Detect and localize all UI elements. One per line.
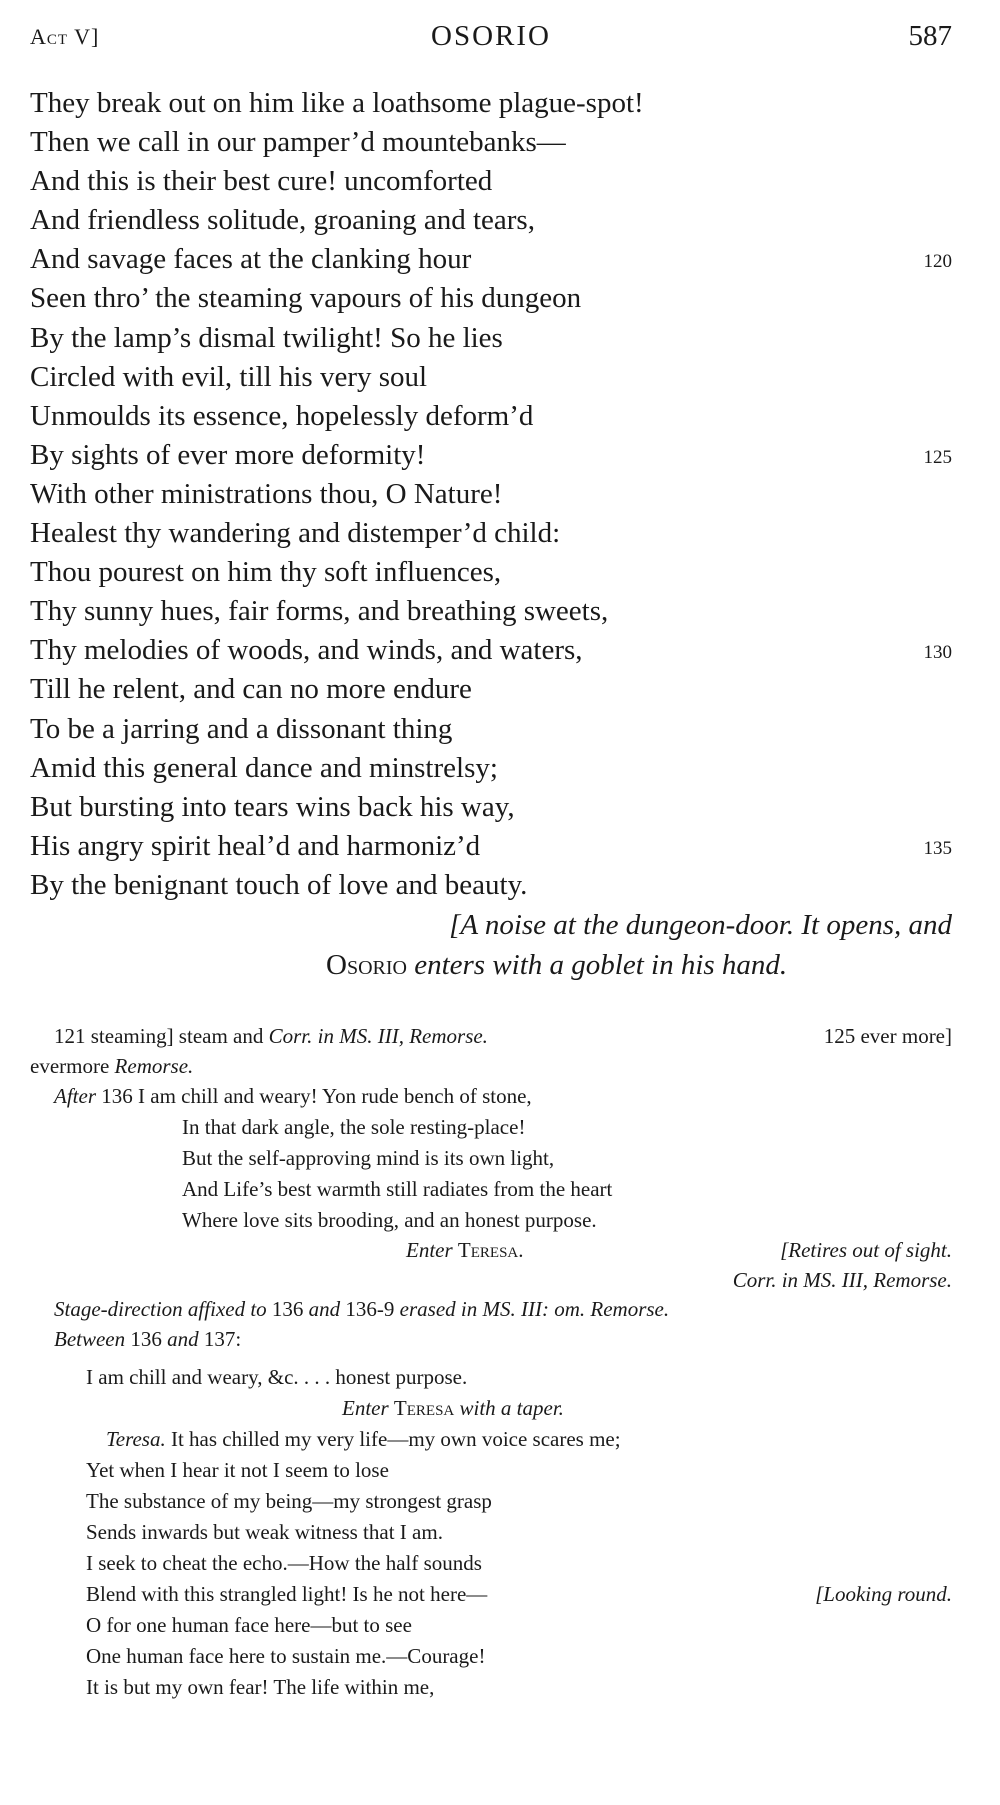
verse-line [30, 240, 952, 279]
footnote-verse: I am chill and weary, &c. . . . honest purpose. [86, 1365, 468, 1389]
note-label: After [54, 1084, 96, 1108]
note-text: evermore [30, 1053, 115, 1078]
verse-line [30, 279, 952, 318]
note-text: Between [54, 1326, 131, 1351]
footnote-verse: One human face here to sustain me.—Courage! [86, 1644, 486, 1668]
verse-text: And this is their best cure! uncomforted [30, 165, 493, 198]
verse-text: And savage faces at the clanking hour [30, 243, 472, 276]
footnote-verse: I seek to cheat the echo.—How the half sounds [86, 1551, 482, 1575]
note-line-number: 136-9 [345, 1297, 395, 1321]
line-number: 120 [923, 251, 952, 273]
footnote-line [30, 1052, 952, 1082]
verse-line [30, 514, 952, 553]
verse-text: Thy sunny hues, fair forms, and breathing sweets, [30, 595, 609, 628]
note-line-number: 136 [271, 1297, 304, 1321]
note-text: : [235, 1326, 242, 1351]
verse-text: Thy melodies of woods, and winds, and waters, [30, 634, 583, 667]
verse-line [30, 123, 952, 162]
note-stage-direction: with a taper. [454, 1396, 564, 1420]
verse-line [30, 788, 952, 827]
verse-text: Thou pourest on him thy soft influences, [30, 556, 502, 589]
note-125 [824, 1022, 952, 1052]
footnote-line [30, 1081, 952, 1112]
note-line-number: 136 [96, 1084, 133, 1108]
stage-direction-continued [30, 945, 952, 985]
verse-text: Till he relent, and can no more endure [30, 673, 472, 706]
footnote-line [30, 1022, 952, 1052]
verse-text: And friendless solitude, groaning and tears, [30, 204, 535, 237]
note-text: Stage-direction affixed to [54, 1297, 272, 1321]
verse-line [30, 84, 952, 123]
note-text: steaming] steam and [85, 1024, 269, 1048]
character-name: Osorio [326, 948, 407, 981]
note-stage-direction: Enter [406, 1238, 458, 1262]
note-text: and [161, 1326, 204, 1351]
footnote-line [30, 1295, 952, 1325]
note-text: Blend with this strangled light! Is he not here— [86, 1582, 488, 1606]
verse-line [30, 436, 952, 475]
footnote-verse: It is but my own fear! The life within me, [86, 1675, 435, 1699]
stage-direction: [A noise at the dungeon-door. It opens, and [449, 908, 952, 941]
note-text: It has chilled my very life—my own voice scares me; [165, 1427, 621, 1451]
running-head [30, 18, 952, 58]
verse-line [30, 670, 952, 709]
note-text: and [303, 1297, 346, 1321]
footnote-verse: Yet when I hear it not I seem to lose [86, 1458, 389, 1482]
stage-direction-text: enters with a goblet in his hand. [406, 948, 788, 981]
character-name: Teresa. [457, 1238, 524, 1262]
note-text: I am chill and weary! Yon rude bench of stone, [132, 1084, 532, 1108]
verse-line [30, 358, 952, 397]
verse-block [30, 84, 952, 985]
verse-line [30, 749, 952, 788]
page-title: OSORIO [431, 20, 551, 52]
note-line-number: 121 [54, 1024, 86, 1048]
note-stage-direction: Enter [342, 1396, 394, 1420]
verse-line [30, 710, 952, 749]
character-name: Teresa [393, 1396, 455, 1420]
footnote-verse [30, 1579, 952, 1610]
note-line-number: 136 [130, 1326, 162, 1351]
verse-text: Healest thy wandering and distemper’d child: [30, 517, 561, 550]
footnotes [30, 1022, 952, 1703]
footnote-verse: Sends inwards but weak witness that I am. [86, 1520, 443, 1544]
note-stage-direction: [Looking round. [815, 1582, 952, 1606]
note-source: Corr. in MS. III, Remorse. [268, 1024, 488, 1048]
verse-text: To be a jarring and a dissonant thing [30, 712, 453, 745]
verse-line [30, 631, 952, 670]
verse-text: Amid this general dance and minstrelsy; [30, 751, 498, 784]
footnote-verse: O for one human face here—but to see [86, 1613, 412, 1637]
footnote-verse: In that dark angle, the sole resting-place! [182, 1115, 526, 1139]
verse-line [30, 553, 952, 592]
verse-text: They break out on him like a loathsome plague-spot! [30, 87, 644, 119]
verse-text: Seen thro’ the steaming vapours of his dungeon [30, 282, 582, 315]
verse-text: Unmoulds its essence, hopelessly deform’d [30, 399, 534, 432]
verse-text: With other ministrations thou, O Nature! [30, 477, 503, 510]
note-text: ever more] [855, 1024, 952, 1048]
verse-line [30, 827, 952, 866]
line-number: 130 [923, 642, 952, 664]
note-source: Remorse. [114, 1053, 194, 1078]
footnote-line [30, 1325, 952, 1355]
verse-text: But bursting into tears wins back his way, [30, 790, 515, 823]
note-line-number: 137 [203, 1326, 236, 1351]
footnote-verse: The substance of my being—my strongest grasp [86, 1489, 492, 1513]
verse-text: By the benignant touch of love and beauty. [30, 868, 528, 901]
line-number: 125 [923, 446, 952, 468]
verse-line [30, 319, 952, 358]
footnote-verse: And Life’s best warmth still radiates from the heart [182, 1177, 613, 1201]
page-number: 587 [908, 20, 952, 52]
note-text: erased in MS. III: om. Remorse. [394, 1297, 670, 1321]
verse-text: By the lamp’s dismal twilight! So he lies [30, 321, 503, 354]
verse-line [30, 475, 952, 514]
note-source: Corr. in MS. III, Remorse. [732, 1267, 952, 1292]
verse-line [30, 397, 952, 436]
footnote-verse: Where love sits brooding, and an honest purpose. [182, 1208, 597, 1232]
footnote-verse: But the self-approving mind is its own light, [182, 1146, 555, 1170]
verse-text: His angry spirit heal’d and harmoniz’d [30, 829, 481, 862]
verse-text: Then we call in our pamper’d mountebanks— [30, 126, 566, 159]
speaker-name: Teresa. [106, 1427, 166, 1451]
verse-line [30, 162, 952, 201]
act-label: Act V] [30, 24, 100, 49]
verse-text: By sights of ever more deformity! [30, 438, 426, 471]
verse-line [30, 866, 952, 905]
note-line-number: 125 [823, 1024, 856, 1048]
footnote-line [30, 1393, 952, 1424]
line-number: 135 [923, 837, 952, 859]
note-stage-direction: [Retires out of sight. [780, 1238, 952, 1262]
verse-line [30, 592, 952, 631]
verse-line [30, 201, 952, 240]
footnote-verse [30, 1424, 952, 1455]
footnote-line [30, 1236, 952, 1266]
verse-text: Circled with evil, till his very soul [30, 360, 428, 393]
